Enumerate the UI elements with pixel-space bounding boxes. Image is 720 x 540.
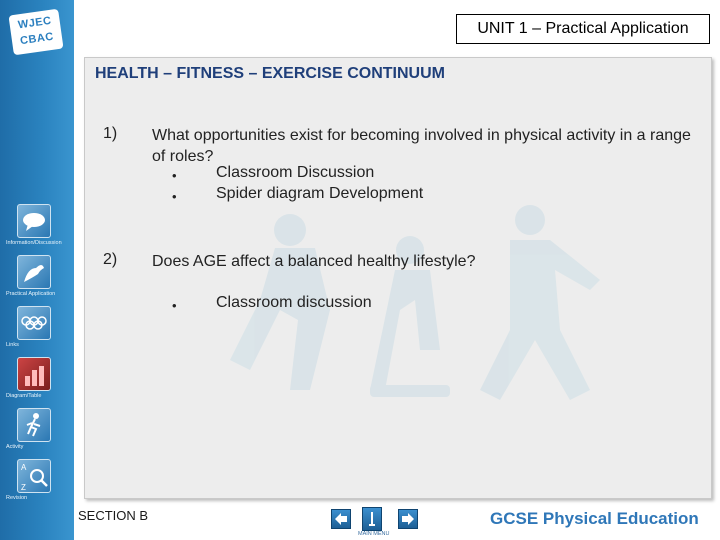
- sidebar: [0, 0, 74, 540]
- main-menu-label: MAIN MENU: [358, 531, 390, 537]
- question-2-bullet-1-marker: •: [172, 298, 177, 313]
- question-2-bullet-1: Classroom discussion: [216, 294, 372, 311]
- question-1-number: 1): [103, 125, 118, 142]
- sidebar-item-diagram[interactable]: Diagram/Table: [6, 393, 42, 399]
- speech-bubble-icon[interactable]: [17, 204, 51, 238]
- sidebar-item-information[interactable]: Information/Discussion: [6, 240, 62, 246]
- olympic-rings-icon[interactable]: [17, 306, 51, 340]
- question-1-bullet-1: Classroom Discussion: [216, 164, 375, 181]
- question-1-text: What opportunities exist for becoming involved in physical activity in a range of roles?: [152, 127, 691, 165]
- info-icon: [363, 508, 381, 530]
- question-1-bullet-1-marker: •: [172, 168, 177, 183]
- unit-title: UNIT 1 – Practical Application: [456, 14, 710, 44]
- sidebar-item-links[interactable]: Links: [6, 342, 19, 348]
- sidebar-item-activity[interactable]: Activity: [6, 444, 24, 450]
- brand-title: GCSE Physical Education: [490, 509, 699, 528]
- flexed-arm-icon[interactable]: [17, 255, 51, 289]
- question-1-bullet-2: Spider diagram Development: [216, 185, 424, 202]
- page-heading: HEALTH – FITNESS – EXERCISE CONTINUUM: [95, 65, 445, 82]
- section-label: SECTION B: [78, 508, 149, 523]
- running-figure-icon[interactable]: [17, 408, 51, 442]
- question-2-number: 2): [103, 251, 118, 268]
- main-menu-button[interactable]: [362, 507, 382, 531]
- arrow-right-icon: [399, 510, 417, 528]
- svg-text:A: A: [21, 463, 27, 472]
- wjec-logo[interactable]: [8, 9, 63, 56]
- bar-chart-icon[interactable]: [17, 357, 51, 391]
- sidebar-item-revision[interactable]: Revision: [6, 495, 28, 501]
- logo-line-1: WJEC: [17, 14, 53, 32]
- sidebar-item-practical[interactable]: Practical Application: [6, 291, 56, 297]
- a-z-magnifier-icon[interactable]: [17, 459, 51, 493]
- logo-line-2: CBAC: [19, 30, 55, 48]
- question-2-text: Does AGE affect a balanced healthy lifestyle?: [152, 253, 476, 270]
- next-button[interactable]: [398, 509, 418, 529]
- arrow-left-icon: [332, 510, 350, 528]
- previous-button[interactable]: [331, 509, 351, 529]
- question-1-bullet-2-marker: •: [172, 189, 177, 204]
- svg-text:Z: Z: [21, 483, 26, 492]
